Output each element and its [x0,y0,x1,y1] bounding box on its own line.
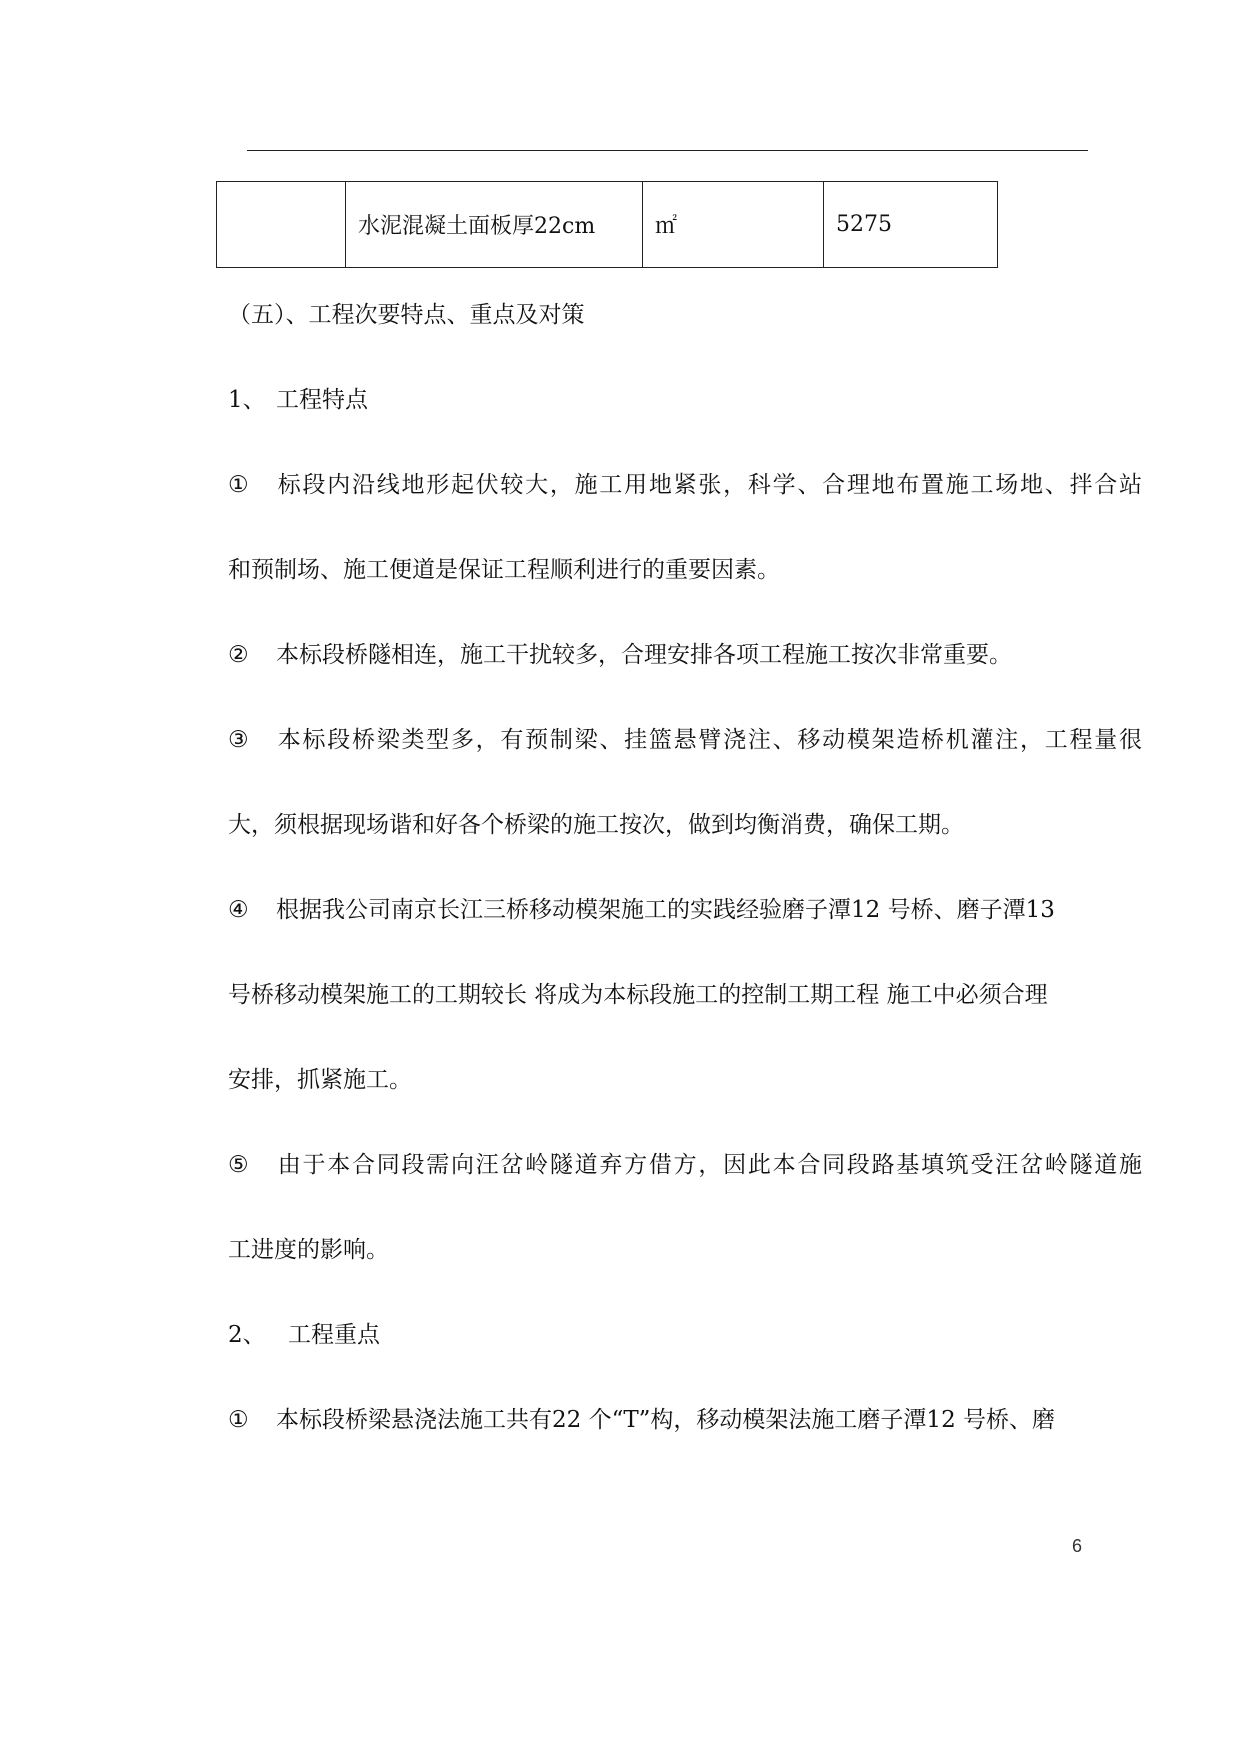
paragraph-text: 由于本合同段需向汪岔岭隧道弃方借方，因此本合同段路基填筑受汪岔岭隧道施 [276,1152,1142,1178]
list-marker: ③ [228,727,249,753]
table-cell-unit: ㎡ [643,182,824,268]
subsection-title: 工程特点 [276,387,368,413]
list-marker: ① [228,1407,249,1433]
paragraph-1-line-2: 和预制场、施工便道是保证工程顺利进行的重要因素。 [228,557,780,583]
subsection-heading-key-points [228,1320,380,1350]
list-marker: ① [228,472,249,498]
paragraph-4-line-2: 号桥移动模架施工的工期较长 将成为本标段施工的控制工期工程 施工中必须合理 [228,982,1048,1008]
table-row [217,182,998,268]
paragraph-text: 本标段桥梁类型多，有预制梁、挂篮悬臂浇注、移动模架造桥机灌注，工程量很 [276,727,1142,753]
paragraph-4-line-1 [228,895,1055,925]
paragraph-text: 根据我公司南京长江三桥移动模架施工的实践经验磨子潭12 号桥、磨子潭13 [276,897,1055,923]
paragraph-4-line-3: 安排，抓紧施工。 [228,1067,412,1093]
header-rule [247,150,1088,151]
list-marker: ④ [228,897,249,923]
table-cell-item: 水泥混凝土面板厚22cm [346,182,643,268]
subsection-title: 工程重点 [288,1322,380,1348]
paragraph-2-line-1 [228,640,1012,670]
list-marker: ② [228,642,249,668]
paragraph-text: 本标段桥梁悬浇法施工共有22 个“T”构，移动模架法施工磨子潭12 号桥、磨 [276,1407,1056,1433]
paragraph-text: 标段内沿线地形起伏较大，施工用地紧张，科学、合理地布置施工场地、拌合站 [276,472,1142,498]
list-marker: 1、 [228,387,266,413]
paragraph-5-line-2: 工进度的影响。 [228,1237,389,1263]
table-cell-empty [217,182,346,268]
subsection-heading-features [228,385,368,415]
list-marker: 2、 [228,1322,266,1348]
section-heading: （五）、工程次要特点、重点及对策 [228,302,585,328]
paragraph-6-line-1 [228,1405,1055,1435]
paragraph-text: 本标段桥隧相连，施工干扰较多，合理安排各项工程施工按次非常重要。 [276,642,1012,668]
quantity-table [216,181,998,268]
paragraph-3-line-2: 大，须根据现场谐和好各个桥梁的施工按次，做到均衡消费，确保工期。 [228,812,964,838]
paragraph-1-line-1 [228,470,1142,500]
paragraph-5-line-1 [228,1150,1142,1180]
table-cell-quantity: 5275 [824,182,998,268]
list-marker: ⑤ [228,1152,249,1178]
page-number: 6 [1072,1536,1083,1556]
paragraph-3-line-1 [228,725,1142,755]
